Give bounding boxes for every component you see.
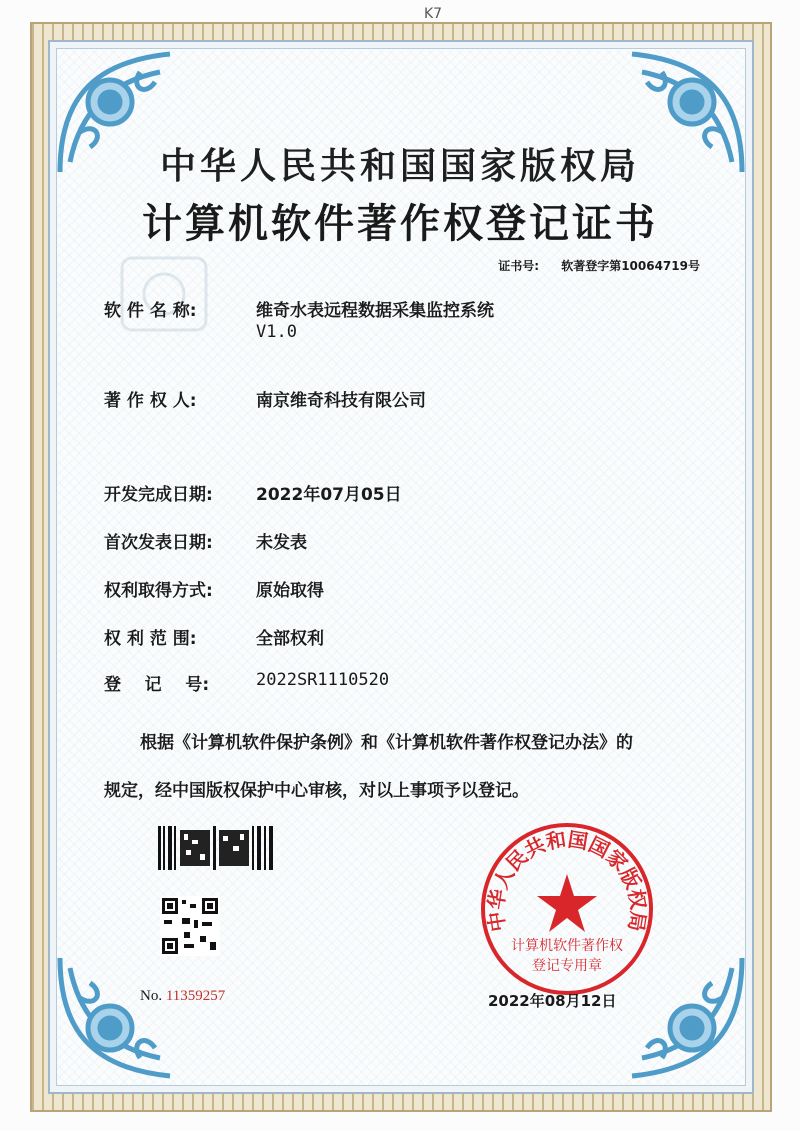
software-name-value: 维奇水表远程数据采集监控系统	[256, 301, 494, 321]
first-publication-label: 首次发表日期:	[104, 533, 213, 553]
software-version: V1.0	[256, 322, 297, 342]
certificate-number-value: 软著登字第10064719号	[561, 259, 700, 273]
certificate-number	[498, 257, 700, 274]
serial-number	[140, 988, 225, 1005]
acquisition-method-label: 权利取得方式:	[104, 581, 213, 601]
handwritten-mark: K7	[424, 6, 443, 22]
watermark-emblem	[114, 252, 214, 336]
legal-statement-line-1: 根据《计算机软件保护条例》和《计算机软件著作权登记办法》的	[140, 733, 633, 753]
issue-date: 2022年08月12日	[488, 992, 617, 1010]
seal-inner-line-2: 登记专用章	[532, 958, 602, 974]
registration-number-label: 登 记 号:	[104, 675, 210, 695]
corner-ornament-bottom-left	[50, 948, 190, 1088]
star-icon	[537, 874, 597, 932]
barcode	[158, 826, 276, 870]
completion-date-value: 2022年07月05日	[256, 485, 402, 505]
certificate-number-label: 证书号:	[498, 259, 539, 273]
certificate-title: 计算机软件著作权登记证书	[142, 201, 658, 247]
completion-date-label: 开发完成日期:	[104, 485, 213, 505]
qr-code	[160, 896, 220, 956]
acquisition-method-value: 原始取得	[256, 581, 324, 601]
scope-of-rights-label: 权 利 范 围:	[104, 629, 197, 649]
copyright-holder-label: 著 作 权 人:	[104, 391, 197, 411]
scope-of-rights-value: 全部权利	[256, 629, 324, 649]
agency-title: 中华人民共和国国家版权局	[159, 146, 640, 187]
official-seal	[478, 820, 656, 998]
seal-ring-text: 中华人民共和国国家版权局	[483, 827, 651, 934]
software-name-label: 软 件 名 称:	[104, 301, 197, 321]
legal-statement-line-2: 规定，经中国版权保护中心审核，对以上事项予以登记。	[104, 781, 529, 801]
first-publication-value: 未发表	[256, 533, 307, 553]
registration-number-value: 2022SR1110520	[256, 670, 390, 690]
seal-inner-line-1: 计算机软件著作权	[511, 938, 623, 954]
copyright-holder-value: 南京维奇科技有限公司	[256, 391, 426, 411]
serial-prefix: No.	[140, 988, 163, 1004]
serial-value: 11359257	[165, 988, 226, 1004]
